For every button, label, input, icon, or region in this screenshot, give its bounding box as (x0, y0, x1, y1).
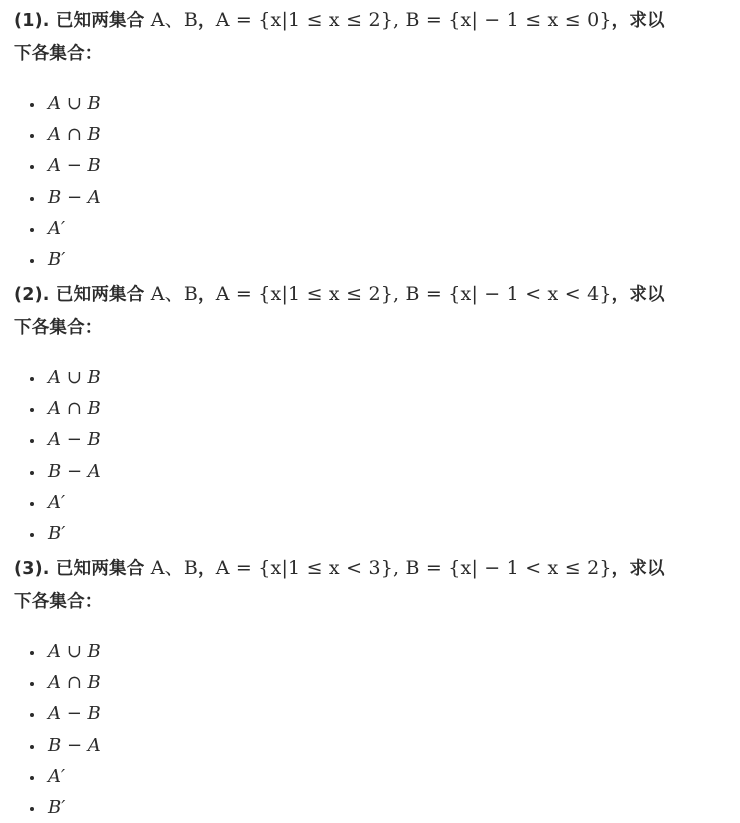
problem-3 (14, 552, 726, 823)
set-names: A、B (150, 9, 199, 31)
question-ask-continued: 下各集合： (14, 318, 103, 338)
operation-item-difference-b-a: B − A (14, 456, 726, 487)
problem-statement (14, 278, 726, 345)
operation-item-complement-b: B′ (14, 518, 726, 549)
operation-item-complement-a: A′ (14, 487, 726, 518)
problem-intro: 已知两集合 (55, 559, 145, 579)
problem-statement (14, 552, 726, 619)
question-ask: ，求以 (611, 11, 665, 31)
problem-statement (14, 4, 726, 71)
problem-2 (14, 278, 726, 549)
operation-item-complement-a: A′ (14, 761, 726, 792)
operation-list (14, 636, 726, 823)
problem-number: (3). (14, 559, 50, 579)
operation-item-intersection: A ∩ B (14, 119, 726, 150)
operation-item-difference-a-b: A − B (14, 698, 726, 729)
operation-item-intersection: A ∩ B (14, 667, 726, 698)
problem-number: (2). (14, 285, 50, 305)
operation-item-union: A ∪ B (14, 362, 726, 393)
operation-item-complement-b: B′ (14, 792, 726, 823)
operation-item-difference-a-b: A − B (14, 424, 726, 455)
operation-item-complement-b: B′ (14, 244, 726, 275)
operation-item-intersection: A ∩ B (14, 393, 726, 424)
question-ask: ，求以 (611, 285, 665, 305)
operation-item-union: A ∪ B (14, 636, 726, 667)
operation-item-difference-b-a: B − A (14, 182, 726, 213)
set-names: A、B (150, 283, 199, 305)
operation-item-complement-a: A′ (14, 213, 726, 244)
set-definition: A = {x|1 ≤ x ≤ 2}, B = {x| − 1 < x < 4} (215, 283, 612, 305)
question-ask-continued: 下各集合： (14, 592, 103, 612)
operation-item-difference-b-a: B − A (14, 730, 726, 761)
set-names: A、B (150, 557, 199, 579)
separator: ， (198, 11, 216, 31)
operation-list (14, 88, 726, 275)
question-ask: ，求以 (611, 559, 665, 579)
operation-list (14, 362, 726, 549)
separator: ， (198, 285, 216, 305)
operation-item-union: A ∪ B (14, 88, 726, 119)
problem-number: (1). (14, 11, 50, 31)
set-definition: A = {x|1 ≤ x ≤ 2}, B = {x| − 1 ≤ x ≤ 0} (215, 9, 612, 31)
set-definition: A = {x|1 ≤ x < 3}, B = {x| − 1 < x ≤ 2} (215, 557, 612, 579)
problem-intro: 已知两集合 (55, 285, 145, 305)
problem-1 (14, 4, 726, 275)
separator: ， (198, 559, 216, 579)
operation-item-difference-a-b: A − B (14, 150, 726, 181)
question-ask-continued: 下各集合： (14, 44, 103, 64)
problem-intro: 已知两集合 (55, 11, 145, 31)
